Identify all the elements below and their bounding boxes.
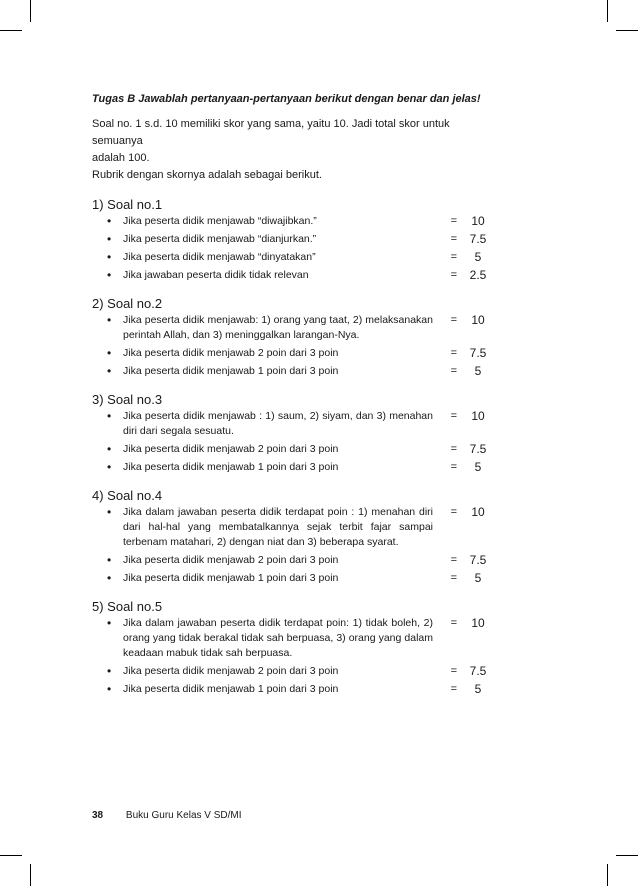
criteria-item (92, 268, 487, 283)
score-value: 10 (471, 409, 485, 423)
equals-sign: = (450, 269, 457, 281)
criteria-list (92, 313, 487, 379)
criteria-item (92, 553, 487, 568)
equals-sign: = (450, 617, 457, 629)
criteria-list (92, 505, 487, 586)
bullet-icon: • (107, 571, 112, 585)
equals-sign: = (450, 314, 457, 326)
equals-sign: = (450, 365, 457, 377)
criteria-text: Jika jawaban peserta didik tidak relevan (123, 269, 309, 281)
criteria-text: Jika peserta didik menjawab 1 poin dari 3 poin (123, 683, 339, 695)
criteria-text: Jika peserta didik menjawab “dinyatakan” (123, 251, 316, 263)
score-value: 10 (471, 214, 485, 228)
section-title: 2) Soal no.2 (92, 296, 163, 311)
criteria-text: Jika peserta didik menjawab 2 poin dari 3 poin (123, 443, 339, 455)
rubric-section (92, 391, 487, 475)
equals-sign: = (450, 410, 457, 422)
score-value: 10 (471, 505, 485, 519)
task-heading: Tugas B Jawablah pertanyaan-pertanyaan berikut dengan benar dan jelas! (92, 93, 481, 105)
section-title: 5) Soal no.5 (92, 599, 163, 614)
bullet-icon: • (107, 505, 112, 519)
criteria-item (92, 346, 487, 361)
equals-sign: = (450, 665, 457, 677)
score-value: 7.5 (469, 232, 487, 246)
score-value: 7.5 (469, 553, 487, 567)
rubric-section (92, 487, 487, 586)
bullet-icon: • (107, 442, 112, 456)
equals-sign: = (450, 572, 457, 584)
intro-line: Soal no. 1 s.d. 10 memiliki skor yang sama, yaitu 10. Jadi total skor untuk semuanya (92, 118, 450, 147)
bullet-icon: • (107, 268, 112, 282)
bullet-icon: • (107, 364, 112, 378)
section-title: 4) Soal no.4 (92, 488, 163, 503)
bullet-icon: • (107, 409, 112, 423)
page-footer (92, 810, 242, 821)
score-value: 7.5 (469, 442, 487, 456)
intro-line: adalah 100. (92, 152, 150, 164)
crop-mark (607, 0, 608, 22)
criteria-list (92, 616, 487, 697)
criteria-item (92, 442, 487, 457)
score-value: 7.5 (469, 664, 487, 678)
equals-sign: = (450, 215, 457, 227)
bullet-icon: • (107, 616, 112, 630)
bullet-icon: • (107, 664, 112, 678)
intro-line: Rubrik dengan skornya adalah sebagai berikut. (92, 169, 322, 181)
score-value: 10 (471, 616, 485, 630)
equals-sign: = (450, 683, 457, 695)
criteria-text: Jika peserta didik menjawab : 1) saum, 2) siyam, dan 3) menahan diri dari segala sesuatu. (123, 410, 433, 437)
intro-paragraph (92, 116, 487, 184)
bullet-icon: • (107, 313, 112, 327)
equals-sign: = (450, 554, 457, 566)
criteria-item (92, 364, 487, 379)
criteria-list (92, 214, 487, 283)
crop-mark (0, 30, 22, 31)
criteria-item (92, 214, 487, 229)
criteria-item (92, 664, 487, 679)
criteria-text: Jika dalam jawaban peserta didik terdapat poin: 1) tidak boleh, 2) orang yang tidak berakal tidak sah berpuasa, 3) orang yang dalam keadaan mabuk tidak sah berpuasa. (123, 617, 433, 659)
criteria-text: Jika dalam jawaban peserta didik terdapat poin : 1) menahan diri dari hal-hal yang membatalkannya sejak terbit fajar sampai terbenam matahari, 2) dengan niat dan 3) beberapa syarat. (123, 506, 433, 548)
section-title: 3) Soal no.3 (92, 392, 163, 407)
page-number: 38 (92, 810, 104, 821)
rubric-section (92, 196, 487, 283)
criteria-text: Jika peserta didik menjawab: 1) orang yang taat, 2) melaksanakan perintah Allah, dan 3) meninggalkan larangan-Nya. (123, 314, 433, 341)
crop-mark (607, 864, 608, 886)
rubric-section (92, 598, 487, 697)
score-value: 5 (474, 364, 482, 378)
rubric-section (92, 295, 487, 379)
score-value: 5 (474, 250, 482, 264)
equals-sign: = (450, 506, 457, 518)
equals-sign: = (450, 443, 457, 455)
crop-mark (0, 855, 22, 856)
criteria-item (92, 250, 487, 265)
bullet-icon: • (107, 232, 112, 246)
score-value: 2.5 (469, 268, 487, 282)
equals-sign: = (450, 347, 457, 359)
criteria-text: Jika peserta didik menjawab 1 poin dari 3 poin (123, 461, 339, 473)
criteria-item (92, 409, 487, 439)
bullet-icon: • (107, 460, 112, 474)
equals-sign: = (450, 461, 457, 473)
score-value: 7.5 (469, 346, 487, 360)
section-title: 1) Soal no.1 (92, 197, 163, 212)
bullet-icon: • (107, 250, 112, 264)
criteria-text: Jika peserta didik menjawab “diwajibkan.” (123, 215, 317, 227)
crop-mark (616, 30, 638, 31)
equals-sign: = (450, 251, 457, 263)
criteria-item (92, 682, 487, 697)
criteria-text: Jika peserta didik menjawab 1 poin dari 3 poin (123, 572, 339, 584)
score-value: 5 (474, 682, 482, 696)
criteria-text: Jika peserta didik menjawab “dianjurkan.” (123, 233, 317, 245)
score-value: 5 (474, 460, 482, 474)
bullet-icon: • (107, 682, 112, 696)
criteria-text: Jika peserta didik menjawab 2 poin dari 3 poin (123, 347, 339, 359)
criteria-item (92, 460, 487, 475)
crop-mark (30, 864, 31, 886)
bullet-icon: • (107, 553, 112, 567)
score-value: 5 (474, 571, 482, 585)
score-value: 10 (471, 313, 485, 327)
bullet-icon: • (107, 214, 112, 228)
criteria-list (92, 409, 487, 475)
criteria-text: Jika peserta didik menjawab 2 poin dari 3 poin (123, 554, 339, 566)
rubric-sections (92, 196, 487, 697)
book-title: Buku Guru Kelas V SD/MI (125, 810, 242, 821)
criteria-item (92, 616, 487, 661)
criteria-text: Jika peserta didik menjawab 2 poin dari 3 poin (123, 665, 339, 677)
criteria-item (92, 571, 487, 586)
crop-mark (30, 0, 31, 22)
criteria-item (92, 232, 487, 247)
criteria-item (92, 313, 487, 343)
bullet-icon: • (107, 346, 112, 360)
equals-sign: = (450, 233, 457, 245)
criteria-text: Jika peserta didik menjawab 1 poin dari 3 poin (123, 365, 339, 377)
criteria-item (92, 505, 487, 550)
page-content (92, 92, 487, 700)
crop-mark (616, 855, 638, 856)
